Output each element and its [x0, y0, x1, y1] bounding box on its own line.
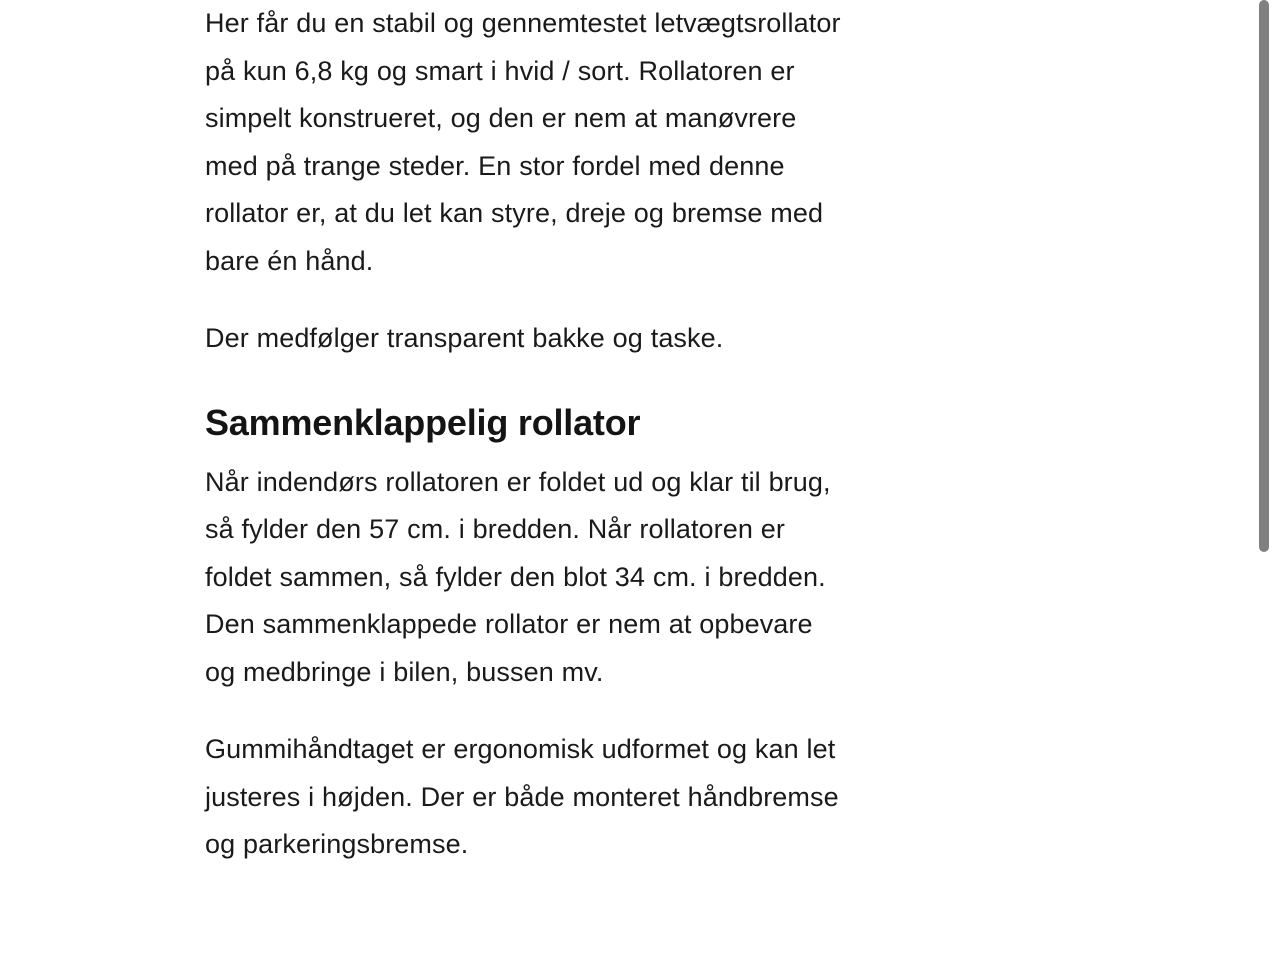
heading-wrapper — [205, 363, 850, 459]
section-heading-foldable-rollator: Sammenklappelig rollator — [205, 401, 641, 443]
paragraph-included-accessories: Der medfølger transparent bakke og taske. — [205, 323, 724, 353]
vertical-scrollbar-thumb[interactable] — [1259, 0, 1269, 552]
paragraph-handle-and-brakes: Gummihåndtaget er ergonomisk udformet og kan let justeres i højden. Der er både monteret håndbremse og parkeringsbremse. — [205, 734, 839, 859]
paragraph-dimensions: Når indendørs rollatoren er foldet ud og klar til brug, så fylder den 57 cm. i bredden. Når rollatoren er foldet sammen, så fylder den blot 34 cm. i bredden. Den sammenklappede rollator er nem at opbevare og medbringe i bilen, bussen mv. — [205, 466, 831, 687]
paragraph-product-intro: Her får du en stabil og gennemtestet letvægtsrollator på kun 6,8 kg og smart i hvid / sort. Rollatoren er simpelt konstrueret, og den er nem at manøvrere med på trange steder. En stor fordel med denne rollator er, at du let kan styre, dreje og bremse med bare én hånd. — [205, 8, 841, 276]
article-content — [205, 0, 850, 869]
vertical-scrollbar-track[interactable] — [1258, 0, 1270, 960]
